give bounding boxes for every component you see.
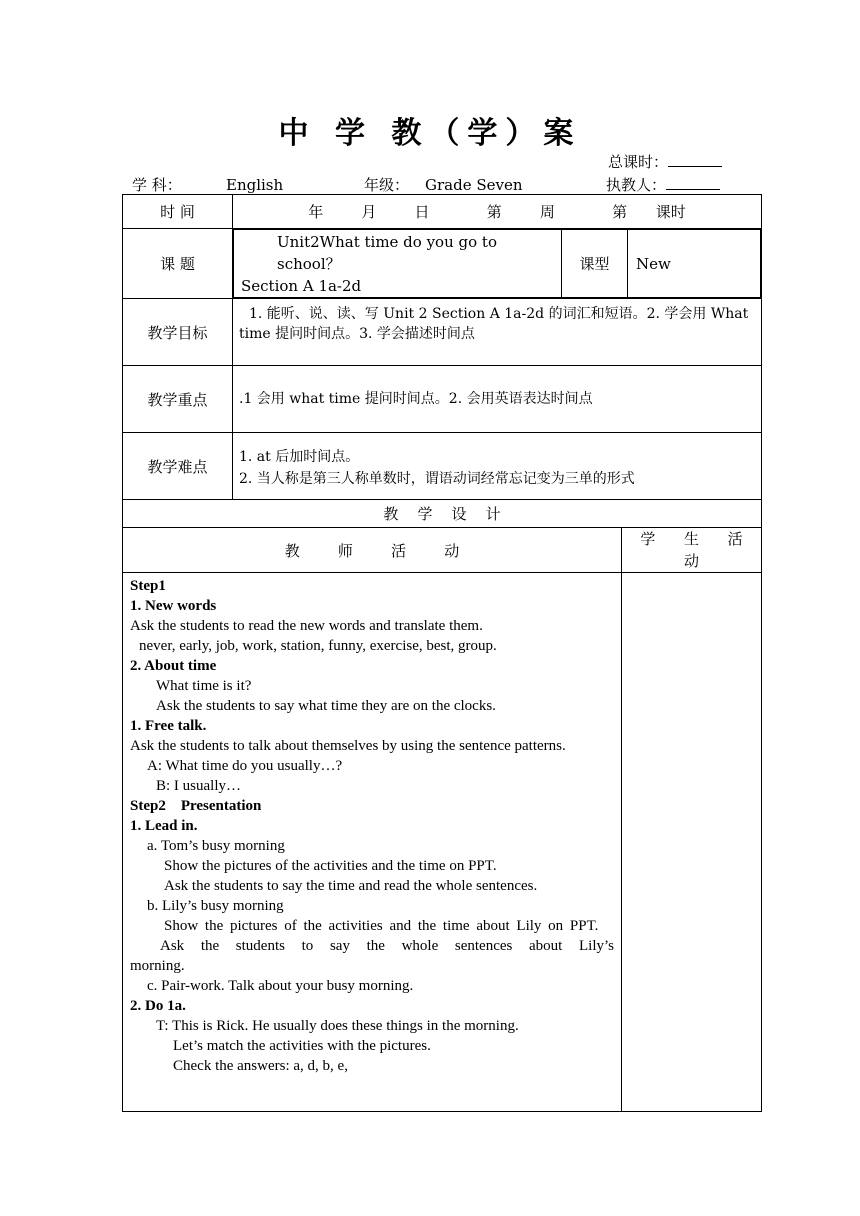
step-text: Ask the students to say the time and read the whole sentences. bbox=[164, 878, 538, 894]
topic-label: 课 题 bbox=[123, 229, 233, 299]
grade-label: 年级： bbox=[364, 176, 410, 194]
difficulties-line1: 1. at 后加时间点。 bbox=[239, 449, 360, 465]
step-text: Show the pictures of the activities and the time about Lily on PPT. bbox=[164, 918, 599, 934]
step-text: Ask the students to read the new words and translate them. bbox=[130, 618, 483, 634]
step-text: b. Lily’s busy morning bbox=[147, 898, 284, 914]
subject-row bbox=[132, 174, 182, 195]
time-label: 时 间 bbox=[123, 195, 233, 229]
subject-label: 学 科： bbox=[132, 176, 182, 194]
student-activity-header-cont: 动 bbox=[684, 552, 700, 570]
teacher-label: 执教人： bbox=[606, 176, 667, 194]
lesson-type-label: 课型 bbox=[562, 230, 628, 298]
topic-title: Unit2What time do you go to school？ bbox=[277, 233, 497, 273]
step-text: c. Pair-work. Talk about your busy morning. bbox=[147, 978, 414, 994]
free-talk-heading: 1. Free talk. bbox=[130, 718, 207, 734]
difficulties-label: 教学难点 bbox=[123, 433, 233, 500]
total-hours-label: 总课时： bbox=[608, 153, 669, 171]
goals-text: 1. 能听、说、读、写 Unit 2 Section A 1a-2d 的词汇和短语。2. 学会用 What time 提问时间点。3. 学会描述时间点 bbox=[239, 306, 749, 342]
document-title: 中 学 教（学）案 bbox=[278, 116, 582, 151]
design-header-row bbox=[123, 500, 762, 528]
keypoints-label: 教学重点 bbox=[123, 366, 233, 433]
difficulties-line2: 2. 当人称是第三人称单数时，谓语动词经常忘记变为三单的形式 bbox=[239, 471, 635, 487]
step-text: Ask the students to say what time they are on the clocks. bbox=[156, 698, 496, 714]
goals-row bbox=[123, 299, 762, 366]
step-text: What time is it? bbox=[156, 678, 252, 694]
student-activity-content bbox=[622, 573, 762, 1112]
teacher-activity-content bbox=[123, 573, 622, 1112]
grade-value: Grade Seven bbox=[409, 176, 573, 195]
step-text: Ask the students to talk about themselves by using the sentence patterns. bbox=[130, 738, 566, 754]
step-text: a. Tom’s busy morning bbox=[147, 838, 285, 854]
step-text: Check the answers: a, d, b, e, bbox=[173, 1058, 348, 1074]
lesson-type-value: New bbox=[628, 230, 761, 298]
teacher-activity-header: 教 师 活 动 bbox=[123, 528, 622, 573]
time-row bbox=[123, 195, 762, 229]
do-1a-heading: 2. Do 1a. bbox=[130, 998, 186, 1014]
student-activity-header: 学 生 活 bbox=[640, 530, 743, 548]
steps-row bbox=[123, 573, 762, 1112]
total-hours-value bbox=[668, 166, 722, 167]
total-hours bbox=[608, 151, 722, 172]
step-text: Ask the students to say the whole sentences about Lily’s morning. bbox=[130, 938, 614, 974]
step2-heading: Step2 Presentation bbox=[130, 798, 262, 814]
time-value: 年 月 日 第 周 第 课时 bbox=[233, 195, 762, 229]
step-text: never, early, job, work, station, funny, exercise, best, group. bbox=[139, 638, 497, 654]
step-text: Show the pictures of the activities and the time on PPT. bbox=[164, 858, 497, 874]
step-text: T: This is Rick. He usually does these things in the morning. bbox=[156, 1018, 519, 1034]
lead-in-heading: 1. Lead in. bbox=[130, 818, 198, 834]
step-text: B: I usually… bbox=[156, 778, 241, 794]
lesson-plan-table bbox=[122, 194, 762, 1112]
keypoints-text: .1 会用 what time 提问时间点。2. 会用英语表达时间点 bbox=[239, 391, 593, 407]
step-text: A: What time do you usually…? bbox=[147, 758, 343, 774]
teacher-value bbox=[666, 189, 720, 190]
new-words-heading: 1. New words bbox=[130, 598, 217, 614]
about-time-heading: 2. About time bbox=[130, 658, 217, 674]
topic-section: Section A 1a-2d bbox=[241, 277, 362, 295]
goals-label: 教学目标 bbox=[123, 299, 233, 366]
difficulties-row bbox=[123, 433, 762, 500]
topic-row bbox=[123, 229, 762, 299]
design-header: 教 学 设 计 bbox=[123, 500, 762, 528]
activity-header-row bbox=[123, 528, 762, 573]
step1-heading: Step1 bbox=[130, 578, 166, 594]
keypoints-row bbox=[123, 366, 762, 433]
subject-value: English bbox=[208, 176, 364, 195]
step-text: Let’s match the activities with the pictures. bbox=[173, 1038, 431, 1054]
